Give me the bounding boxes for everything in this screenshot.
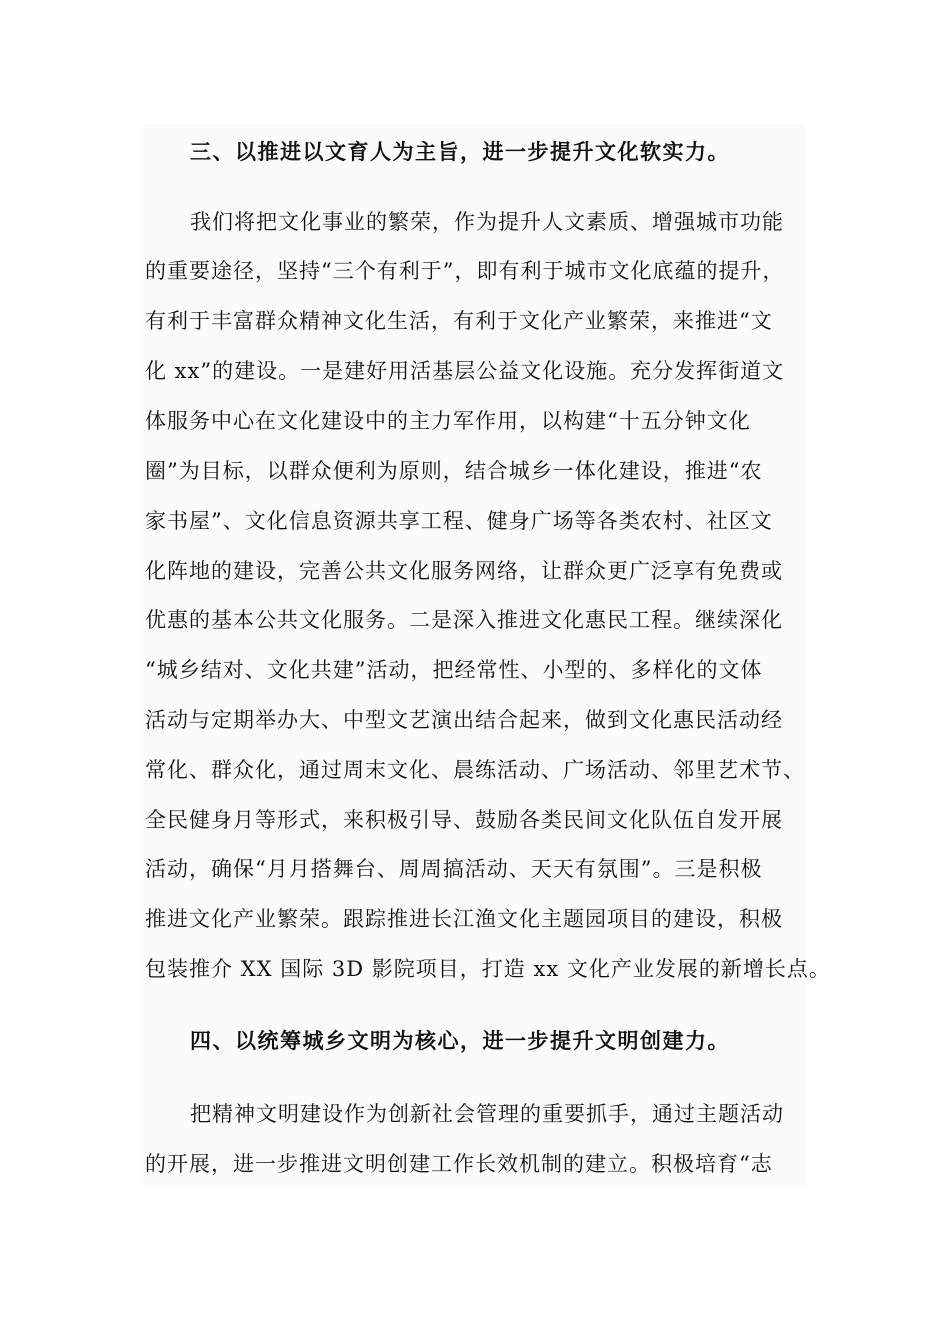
paragraph-line: 化 xx”的建设。一是建好用活基层公益文化设施。充分发挥街道文 [145, 359, 785, 383]
paragraph-line: 化阵地的建设，完善公共文化服务网络，让群众更广泛享有免费或 [145, 559, 783, 583]
paragraph-line: 常化、群众化，通过周末文化、晨练活动、广场活动、邻里艺术节、 [145, 758, 805, 782]
paragraph-line: 体服务中心在文化建设中的主力军作用，以构建“十五分钟文化 [145, 409, 751, 433]
paragraph-line: 圈”为目标，以群众便利为原则，结合城乡一体化建设，推进“农 [145, 459, 763, 483]
paragraph-line: 有利于丰富群众精神文化生活，有利于文化产业繁荣，来推进“文 [145, 309, 773, 333]
paragraph-line: 优惠的基本公共文化服务。二是深入推进文化惠民工程。继续深化 [145, 608, 783, 632]
paragraph-line: 我们将把文化事业的繁荣，作为提升人文素质、增强城市功能 [190, 210, 784, 234]
paragraph-line: “城乡结对、文化共建”活动，把经常性、小型的、多样化的文体 [145, 658, 763, 682]
paragraph-line: 活动，确保“月月搭舞台、周周搞活动、天天有氛围”。三是积极 [145, 857, 763, 881]
paragraph-line: 的开展，进一步推进文明创建工作长效机制的建立。积极培育“志 [145, 1152, 773, 1176]
section-4-heading: 四、以统筹城乡文明为核心，进一步提升文明创建力。 [190, 1028, 730, 1053]
paragraph-line: 把精神文明建设作为创新社会管理的重要抓手，通过主题活动 [190, 1102, 784, 1126]
paragraph-line: 推进文化产业繁荣。跟踪推进长江渔文化主题园项目的建设，积极 [145, 907, 783, 931]
section-3-heading: 三、以推进以文育人为主旨，进一步提升文化软实力。 [190, 139, 730, 164]
paragraph-line: 家书屋”、文化信息资源共享工程、健身广场等各类农村、社区文 [145, 509, 773, 533]
paragraph-line: 包装推介 XX 国际 3D 影院项目，打造 xx 文化产业发展的新增长点。 [145, 957, 831, 981]
paragraph-line: 的重要途径，坚持“三个有利于”，即有利于城市文化底蕴的提升， [145, 259, 785, 283]
paragraph-line: 活动与定期举办大、中型文艺演出结合起来，做到文化惠民活动经 [145, 708, 783, 732]
paragraph-line: 全民健身月等形式，来积极引导、鼓励各类民间文化队伍自发开展 [145, 808, 783, 832]
